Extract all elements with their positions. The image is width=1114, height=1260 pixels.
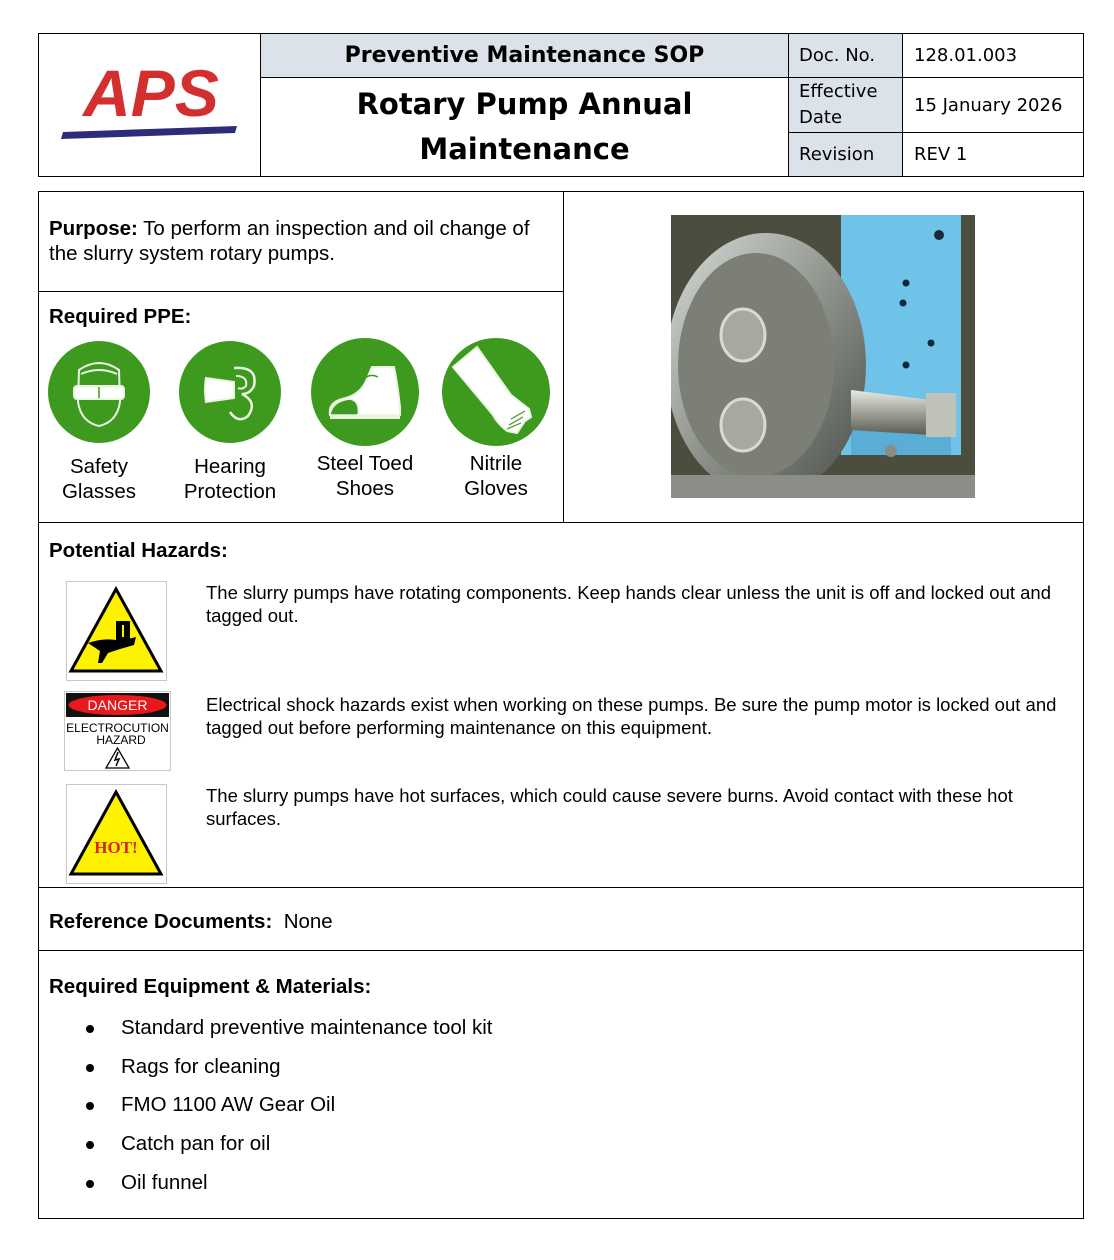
document-header (38, 33, 1084, 177)
bullet-icon (86, 1141, 94, 1149)
ppe-label-line1: Steel Toed (316, 452, 414, 475)
hazard-text-rotating: The slurry pumps have rotating components. Keep hands clear unless the unit is off and locked out and tagged out. (206, 582, 1052, 626)
hearing-protection-icon (178, 340, 282, 444)
effective-date-label: Effective Date (789, 78, 903, 132)
ppe-label-line1: Hearing (194, 455, 266, 478)
rotary-pump-photo (671, 215, 975, 498)
list-item (49, 1009, 1073, 1048)
sop-body (38, 191, 1084, 1219)
document-meta (788, 34, 1084, 176)
ppe-item-safety-glasses (39, 340, 159, 504)
meta-row-doc-no (789, 34, 1084, 78)
title-line-1: Rotary Pump Annual (356, 87, 693, 121)
list-item (49, 1125, 1073, 1164)
pinch-point-warning-icon (66, 581, 167, 681)
revision-value: REV 1 (914, 144, 968, 165)
equipment-list (49, 1009, 1073, 1203)
ppe-label: Required PPE: (49, 305, 192, 328)
aps-logo (59, 64, 239, 144)
list-item (49, 1048, 1073, 1087)
hazard-text-electrical: Electrical shock hazards exist when working on these pumps. Be sure the pump motor is locked out and tagged out before performing maintenance on this equipment. (206, 694, 1057, 738)
purpose-label: Purpose: (49, 217, 138, 240)
hot-surface-warning-icon (66, 784, 167, 884)
danger-sign-line1: ELECTROCUTION (66, 721, 169, 735)
equipment-label: Required Equipment & Materials: (49, 975, 372, 998)
ppe-label-line2: Glasses (61, 480, 137, 503)
revision-label: Revision (789, 133, 903, 176)
hazards-label: Potential Hazards: (49, 539, 228, 562)
ppe-item-hearing-protection (170, 340, 290, 504)
purpose-text: To perform an inspection and oil change of the slurry system rotary pumps. (49, 217, 530, 265)
equipment-section (39, 951, 1083, 1203)
effective-date-value: 15 January 2026 (914, 94, 1063, 116)
meta-row-effective-date (789, 78, 1084, 133)
ppe-item-nitrile-gloves (436, 340, 556, 501)
equipment-item-text: Standard preventive maintenance tool kit (121, 1016, 493, 1039)
ppe-label-line2: Shoes (335, 477, 395, 500)
electrocution-danger-icon (64, 691, 171, 771)
equipment-item-text: Catch pan for oil (121, 1132, 271, 1156)
list-item (49, 1086, 1073, 1125)
hazard-text-hot: The slurry pumps have hot surfaces, which could cause severe burns. Avoid contact with these hot surfaces. (206, 785, 1013, 829)
meta-row-revision (789, 133, 1084, 176)
ppe-label-line1: Safety (69, 455, 129, 478)
danger-sign-title: DANGER (87, 697, 148, 713)
equipment-item-text: Rags for cleaning (121, 1054, 281, 1078)
document-title (261, 78, 788, 176)
list-item (49, 1164, 1073, 1203)
references-label: Reference Documents: (49, 910, 273, 933)
equipment-item-text: Oil funnel (121, 1170, 208, 1194)
title-line-2: Maintenance (419, 132, 630, 166)
doc-no-value: 128.01.003 (914, 45, 1018, 66)
ppe-label-line2: Protection (183, 480, 277, 503)
ppe-label-line2: Gloves (464, 477, 528, 500)
references-value: None (283, 910, 333, 933)
hazards-section (39, 522, 1083, 888)
references-section (39, 888, 1083, 951)
bullet-icon (86, 1102, 94, 1110)
logo-text: APS (83, 64, 219, 130)
bullet-icon (86, 1180, 94, 1188)
logo-cell (39, 34, 261, 176)
bullet-icon (86, 1064, 94, 1072)
ppe-item-steel-toed-shoes (305, 340, 425, 501)
safety-glasses-icon (47, 340, 151, 444)
nitrile-gloves-icon (441, 337, 551, 447)
bullet-icon (86, 1025, 94, 1033)
equipment-item-text: FMO 1100 AW Gear Oil (121, 1093, 336, 1117)
danger-sign-line2: HAZARD (96, 733, 146, 747)
ppe-section (39, 292, 564, 522)
ppe-label-line1: Nitrile (469, 452, 523, 475)
purpose-section (39, 192, 564, 292)
doc-no-label: Doc. No. (789, 34, 903, 77)
steel-toed-shoes-icon (310, 337, 420, 447)
hot-sign-text: HOT! (94, 838, 138, 857)
sop-type-label: Preventive Maintenance SOP (261, 34, 788, 78)
